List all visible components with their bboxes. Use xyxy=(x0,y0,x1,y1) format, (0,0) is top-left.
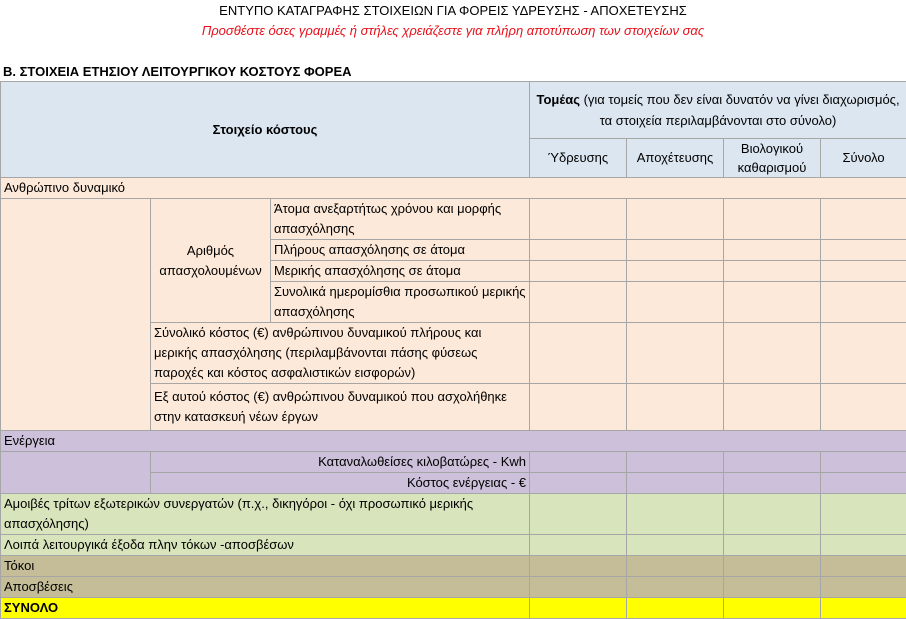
energy-label: Ενέργεια xyxy=(1,431,906,452)
cell-input[interactable] xyxy=(821,452,906,473)
form-instruction: Προσθέστε όσες γραμμές ή στήλες χρειάζεστε για πλήρη αποτύπωση των στοιχείων σας xyxy=(0,23,906,39)
cell-input[interactable] xyxy=(724,556,821,577)
column-header-biological-treatment: Βιολογικού καθαρισμού xyxy=(724,139,821,178)
cell-input[interactable] xyxy=(627,282,724,323)
cell-input[interactable] xyxy=(724,452,821,473)
cell-input[interactable] xyxy=(821,282,906,323)
cell-input[interactable] xyxy=(530,261,627,282)
cell-input[interactable] xyxy=(821,598,906,619)
cell-input[interactable] xyxy=(724,535,821,556)
cell-input[interactable] xyxy=(724,473,821,494)
cell-input[interactable] xyxy=(627,240,724,261)
row-label-interest: Τόκοι xyxy=(1,556,530,577)
sector-header xyxy=(530,82,906,139)
row-label-external-fees: Αμοιβές τρίτων εξωτερικών συνεργατών (π.χ., δικηγόροι - όχι προσωπικό μερικής απασχόλησης) xyxy=(1,494,530,535)
row-label-energy-cost: Κόστος ενέργειας - € xyxy=(151,473,530,494)
row-label-other-expenses: Λοιπά λειτουργικά έξοδα πλην τόκων -αποσβέσων xyxy=(1,535,530,556)
cost-item-header: Στοιχείο κόστους xyxy=(1,82,530,178)
row-label-total: ΣΥΝΟΛΟ xyxy=(1,598,530,619)
cell-input[interactable] xyxy=(627,261,724,282)
row-label-kwh: Καταναλωθείσες κιλοβατώρες - Kwh xyxy=(151,452,530,473)
form-title: ΕΝΤΥΠΟ ΚΑΤΑΓΡΑΦΗΣ ΣΤΟΙΧΕΙΩΝ ΓΙΑ ΦΟΡΕΙΣ ΥΔΡΕΥΣΗΣ - ΑΠΟΧΕΤΕΥΣΗΣ xyxy=(0,3,906,19)
cell-input[interactable] xyxy=(530,384,627,431)
cell-input[interactable] xyxy=(530,535,627,556)
cell-input[interactable] xyxy=(627,494,724,535)
cell-input[interactable] xyxy=(724,199,821,240)
cell-input[interactable] xyxy=(627,473,724,494)
column-header-water-supply: Ύδρευσης xyxy=(530,139,627,178)
cell-input[interactable] xyxy=(627,598,724,619)
cell-input[interactable] xyxy=(724,384,821,431)
row-label-part-time-wages: Συνολικά ημερομίσθια προσωπικού μερικής απασχόλησης xyxy=(271,282,530,323)
row-label-full-time: Πλήρους απασχόλησης σε άτομα xyxy=(271,240,530,261)
cell-input[interactable] xyxy=(821,323,906,384)
cost-table xyxy=(0,81,906,619)
sector-header-label: Τομέας xyxy=(536,92,580,107)
cell-input[interactable] xyxy=(627,323,724,384)
row-label-depreciation: Αποσβέσεις xyxy=(1,577,530,598)
column-header-sewerage: Αποχέτευσης xyxy=(627,139,724,178)
cell-input[interactable] xyxy=(821,384,906,431)
cell-input[interactable] xyxy=(821,240,906,261)
cell-input[interactable] xyxy=(724,577,821,598)
cell-input[interactable] xyxy=(724,598,821,619)
cell-input[interactable] xyxy=(724,261,821,282)
row-label-total-hr-cost: Σύνολικό κόστος (€) ανθρώπινου δυναμικού πλήρους και μερικής απασχόλησης (περιλαμβάνονται πάσης φύσεως παροχές και κόστος ασφαλιστικών εισφορών) xyxy=(151,323,530,384)
cell-input[interactable] xyxy=(530,452,627,473)
cell-input[interactable] xyxy=(530,199,627,240)
cell-input[interactable] xyxy=(530,556,627,577)
cell-input[interactable] xyxy=(627,384,724,431)
human-resources-label: Ανθρώπινο δυναμικό xyxy=(1,178,906,199)
cell-input[interactable] xyxy=(530,494,627,535)
cell-input[interactable] xyxy=(530,577,627,598)
cell-input[interactable] xyxy=(821,473,906,494)
row-label-all-employees: Άτομα ανεξαρτήτως χρόνου και μορφής απασχόλησης xyxy=(271,199,530,240)
cell-input[interactable] xyxy=(724,494,821,535)
cell-input[interactable] xyxy=(530,240,627,261)
cell-input[interactable] xyxy=(821,556,906,577)
row-label-part-time: Μερικής απασχόλησης σε άτομα xyxy=(271,261,530,282)
row-label-construction-hr-cost: Εξ αυτού κόστος (€) ανθρώπινου δυναμικού που ασχολήθηκε στην κατασκευή νέων έργων xyxy=(151,384,530,431)
section-title: Β. ΣΤΟΙΧΕΙΑ ΕΤΗΣΙΟΥ ΛΕΙΤΟΥΡΓΙΚΟΥ ΚΟΣΤΟΥΣ ΦΟΡΕΑ xyxy=(3,64,352,80)
cell-input[interactable] xyxy=(530,473,627,494)
cell-input[interactable] xyxy=(627,199,724,240)
cell-input[interactable] xyxy=(530,598,627,619)
cell-input[interactable] xyxy=(627,556,724,577)
cell-input[interactable] xyxy=(724,240,821,261)
sector-header-note: (για τομείς που δεν είναι δυνατόν να γίνει διαχωρισμός, τα στοιχεία περιλαμβάνονται στο σύνολο) xyxy=(580,92,900,128)
cell-input[interactable] xyxy=(530,323,627,384)
cell-input[interactable] xyxy=(627,577,724,598)
cell-input[interactable] xyxy=(530,282,627,323)
cell-input[interactable] xyxy=(627,535,724,556)
cell-input[interactable] xyxy=(821,261,906,282)
column-header-total: Σύνολο xyxy=(821,139,906,178)
cell-input[interactable] xyxy=(724,323,821,384)
cell-input[interactable] xyxy=(821,494,906,535)
cell-input[interactable] xyxy=(724,282,821,323)
cell-input[interactable] xyxy=(821,535,906,556)
cell-input[interactable] xyxy=(627,452,724,473)
cell-input[interactable] xyxy=(821,577,906,598)
cell-input[interactable] xyxy=(821,199,906,240)
employees-count-label: Αριθμός απασχολουμένων xyxy=(151,199,271,323)
human-resources-spacer xyxy=(1,199,151,431)
energy-spacer xyxy=(1,452,151,494)
